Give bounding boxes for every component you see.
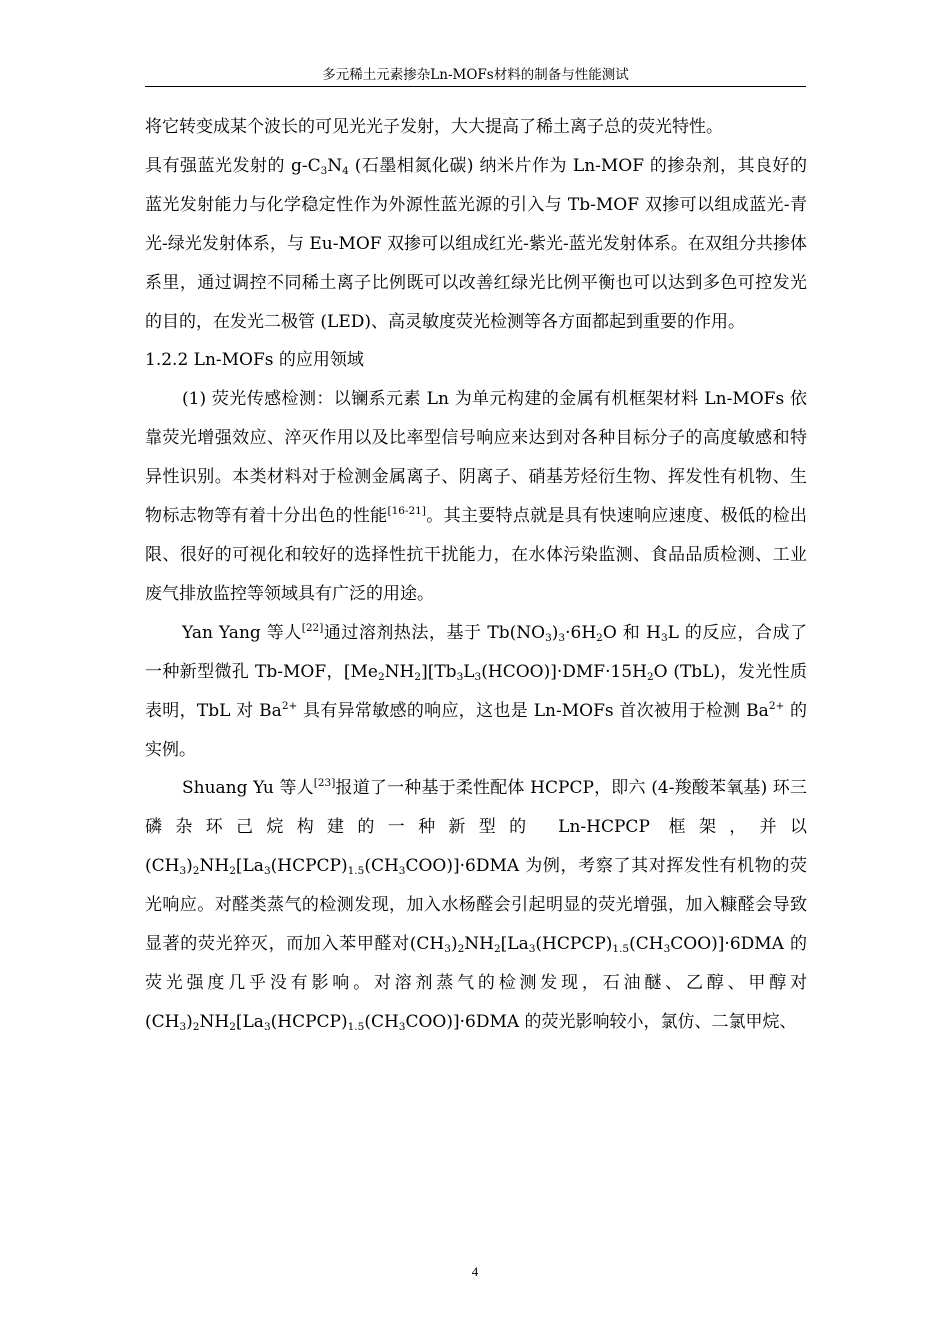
subscript: 2: [646, 670, 654, 683]
subscript: 3: [474, 670, 482, 683]
paragraph-text: O 和 H: [602, 622, 661, 643]
subscript: 4: [342, 164, 349, 177]
paragraph-text: NH: [384, 661, 415, 682]
paragraph-text: 具有强蓝光发射的 g-C: [145, 155, 321, 176]
superscript: 2+: [281, 699, 298, 712]
paragraph-text: 报道了一种基于柔性配体 HCPCP，即六 (4-羧酸苯氧基) 环三磷杂环己烷构建的一种新型的 Ln-HCPCP 框架，并以: [145, 778, 807, 838]
paragraph-text: 通过溶剂热法，基于 Tb(NO: [323, 622, 546, 643]
running-header-title: 多元稀土元素掺杂Ln-MOFs材料的制备与性能测试: [322, 67, 629, 83]
paragraph-yan-yang: [145, 614, 807, 770]
subscript: 2: [377, 670, 385, 683]
subscript: 3: [558, 631, 566, 644]
paragraph-text: 的实例。: [145, 700, 808, 760]
paragraph-text: (石墨相氮化碳) 纳米片作为 Ln-MOF 的掺杂剂，其良好的蓝光发射能力与化学稳定性作为外源性蓝光源的引入与 Tb-MOF 双掺可以组成蓝光-青光-绿光发射体系，与 Eu-MOF 双掺可以组成红光-紫光-蓝光发射体系。在双组分共掺体系里，通过调控不同稀土离子比例既可以改善红绿光比例平衡也可以达到多色可控发光的目的，在发光二极管 (LED)、高灵敏度荧光检测等各方面都起到重要的作用。: [145, 155, 807, 332]
citation: [23]: [313, 777, 336, 790]
subscript: 2: [414, 670, 422, 683]
subscript: 3: [320, 164, 328, 177]
page-footer: [0, 1264, 950, 1280]
paragraph-text: N: [327, 155, 343, 176]
paragraph-text: 的荧光强度几乎没有影响。对溶剂蒸气的检测发现，石油醚、乙醇、甲醇对: [145, 934, 808, 993]
chemical-formula: $(CH_3)_2NH_2[La_3(HCPCP)_{1.5}(CH_3COO)]\cdot 6DMA$: [145, 1011, 520, 1033]
superscript: 2+: [768, 699, 785, 712]
paragraph-text: 为例，考察了其对挥发性有机物的荧光响应。对醛类蒸气的检测发现，加入水杨醛会引起明显的荧光增强，加入糠醛会导致显著的荧光猝灭，而加入苯甲醛对: [145, 856, 807, 955]
section-heading: 1.2.2 Ln-MOFs 的应用领域: [145, 350, 364, 371]
paragraph-text: L 的反应，合成了一种新型微孔 Tb-MOF，[Me: [145, 622, 807, 682]
paragraph-text: (HCOO)]·DMF·15H: [481, 661, 647, 682]
subscript: 2: [596, 631, 603, 644]
paragraph-text: 。其主要特点就是具有快速响应速度、极低的检出限、很好的可视化和较好的选择性抗干扰能力，在水体污染监测、食品品质检测、工业废气排放监控等领域具有广泛的用途。: [145, 506, 807, 604]
running-header: [145, 66, 806, 87]
paragraph-shuang-yu: [145, 769, 807, 1041]
paragraph-text: 将它转变成某个波长的可见光光子发射，大大提高了稀土离子总的荧光特性。: [145, 117, 723, 137]
paragraph-text: ·6H: [565, 622, 597, 643]
paragraph-fluorescence-sensing: [145, 380, 807, 613]
paragraph-text: 具有异常敏感的响应，这也是 Ln-MOFs 首次被用于检测 Ba: [297, 700, 769, 721]
paragraph-continued: [145, 108, 807, 341]
paragraph-text: ][Tb: [421, 661, 457, 682]
paragraph-text: Shuang Yu 等人: [182, 778, 314, 799]
citation: [22]: [301, 621, 324, 634]
page-body: [145, 108, 807, 1042]
paragraph-text: ): [551, 622, 559, 643]
subscript: 3: [660, 631, 668, 644]
page-number: 4: [471, 1264, 479, 1279]
paragraph-text: Yan Yang 等人: [182, 622, 302, 643]
paragraph-text: O (TbL)，发光性质表明，TbL 对 Ba: [145, 661, 807, 721]
chemical-formula: $(CH_3)_2NH_2[La_3(HCPCP)_{1.5}(CH_3COO)]\cdot 6DMA$: [409, 934, 784, 956]
chemical-formula: $(CH_3)_2NH_2[La_3(HCPCP)_{1.5}(CH_3COO)]\cdot 6DMA$: [145, 856, 520, 878]
subscript: 3: [456, 670, 464, 683]
paragraph-text: L: [463, 661, 475, 682]
citation: [16-21]: [387, 505, 426, 518]
subscript: 3: [545, 631, 552, 644]
paragraph-text: (1) 荧光传感检测：以镧系元素 Ln 为单元构建的金属有机框架材料 Ln-MOFs 依靠荧光增强效应、淬灭作用以及比率型信号响应来达到对各种目标分子的高度敏感和特异性识别。本类材料对于检测金属离子、阴离子、硝基芳烃衍生物、挥发性有机物、生物标志物等有着十分出色的性能: [145, 389, 807, 527]
paragraph-text: 的荧光影响较小，氯仿、二氯甲烷、: [519, 1011, 797, 1032]
